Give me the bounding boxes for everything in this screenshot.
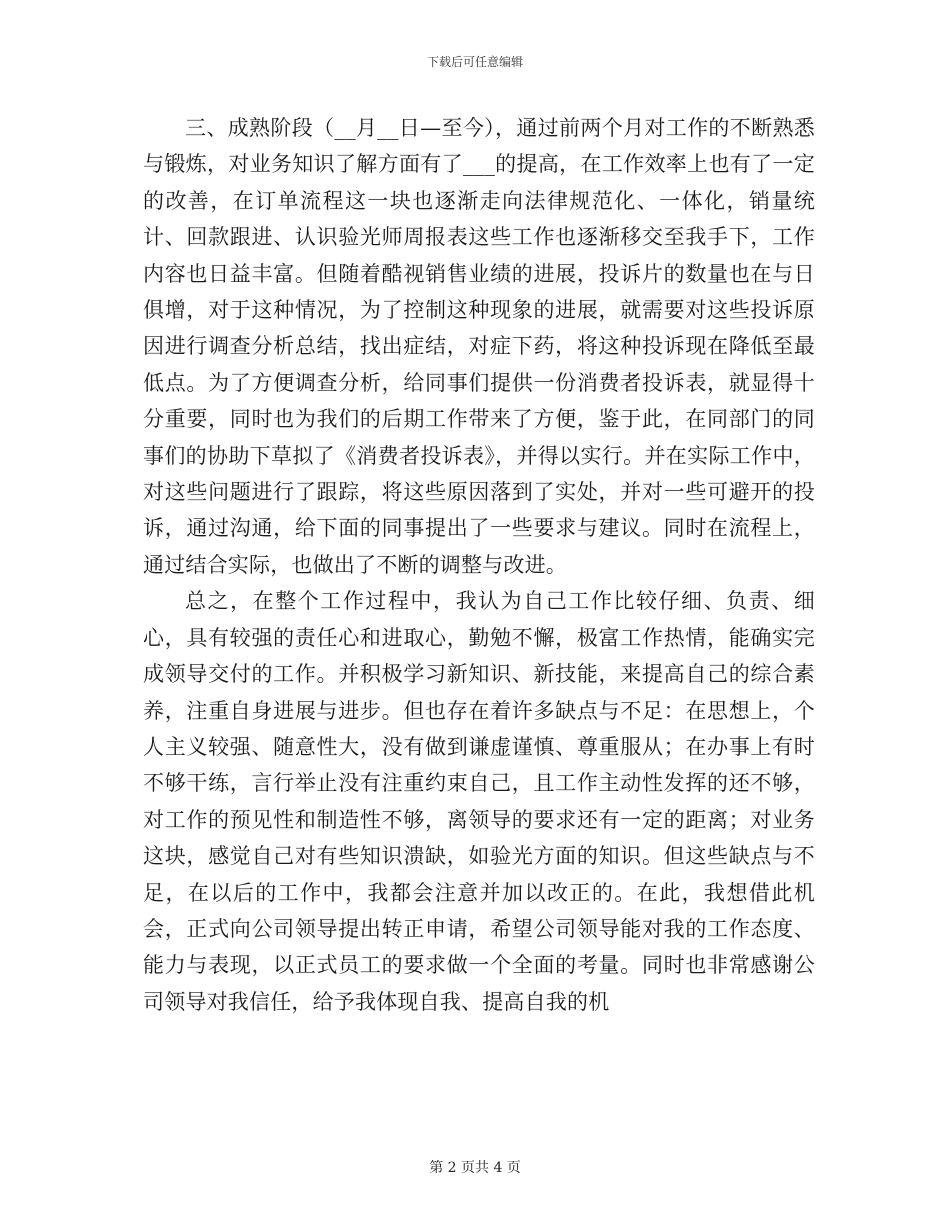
document-body	[143, 110, 815, 1020]
paragraph-summary: 总之，在整个工作过程中，我认为自己工作比较仔细、负责、细心，具有较强的责任心和进取心，勤勉不懈，极富工作热情，能确实完成领导交付的工作。并积极学习新知识、新技能，来提高自己的综合素养，注重自身进展与进步。但也存在着许多缺点与不足：在思想上，个人主义较强、随意性大，没有做到谦虚谨慎、尊重服从；在办事上有时不够干练，言行举止没有注重约束自己，且工作主动性发挥的还不够，对工作的预见性和制造性不够，离领导的要求还有一定的距离；对业务这块，感觉自己对有些知识溃缺，如验光方面的知识。但这些缺点与不足，在以后的工作中，我都会注意并加以改正的。在此，我想借此机会，正式向公司领导提出转正申请，希望公司领导能对我的工作态度、能力与表现，以正式员工的要求做一个全面的考量。同时也非常感谢公司领导对我信任，给予我体现自我、提高自我的机	[143, 589, 815, 1014]
page-footer-page-number: 第 2 页共 4 页	[429, 1160, 521, 1176]
paragraph-maturity-stage: 三、成熟阶段（__月__日—至今），通过前两个月对工作的不断熟悉与锻炼，对业务知识了解方面有了___的提高，在工作效率上也有了一定的改善，在订单流程这一块也逐渐走向法律规范化、一体化，销量统计、回款跟进、认识验光师周报表这些工作也逐渐移交至我手下，工作内容也日益丰富。但随着酷视销售业绩的进展，投诉片的数量也在与日俱增，对于这种情况，为了控制这种现象的进展，就需要对这些投诉原因进行调查分析总结，找出症结，对症下药，将这种投诉现在降低至最低点。为了方便调查分析，给同事们提供一份消费者投诉表，就显得十分重要，同时也为我们的后期工作带来了方便，鉴于此，在同部门的同事们的协助下草拟了《消费者投诉表》，并得以实行。并在实际工作中，对这些问题进行了跟踪，将这些原因落到了实处，并对一些可避开的投诉，通过沟通，给下面的同事提出了一些要求与建议。同时在流程上，通过结合实际，也做出了不断的调整与改进。	[143, 116, 815, 577]
page-header: 下载后可任意编辑	[426, 55, 523, 69]
